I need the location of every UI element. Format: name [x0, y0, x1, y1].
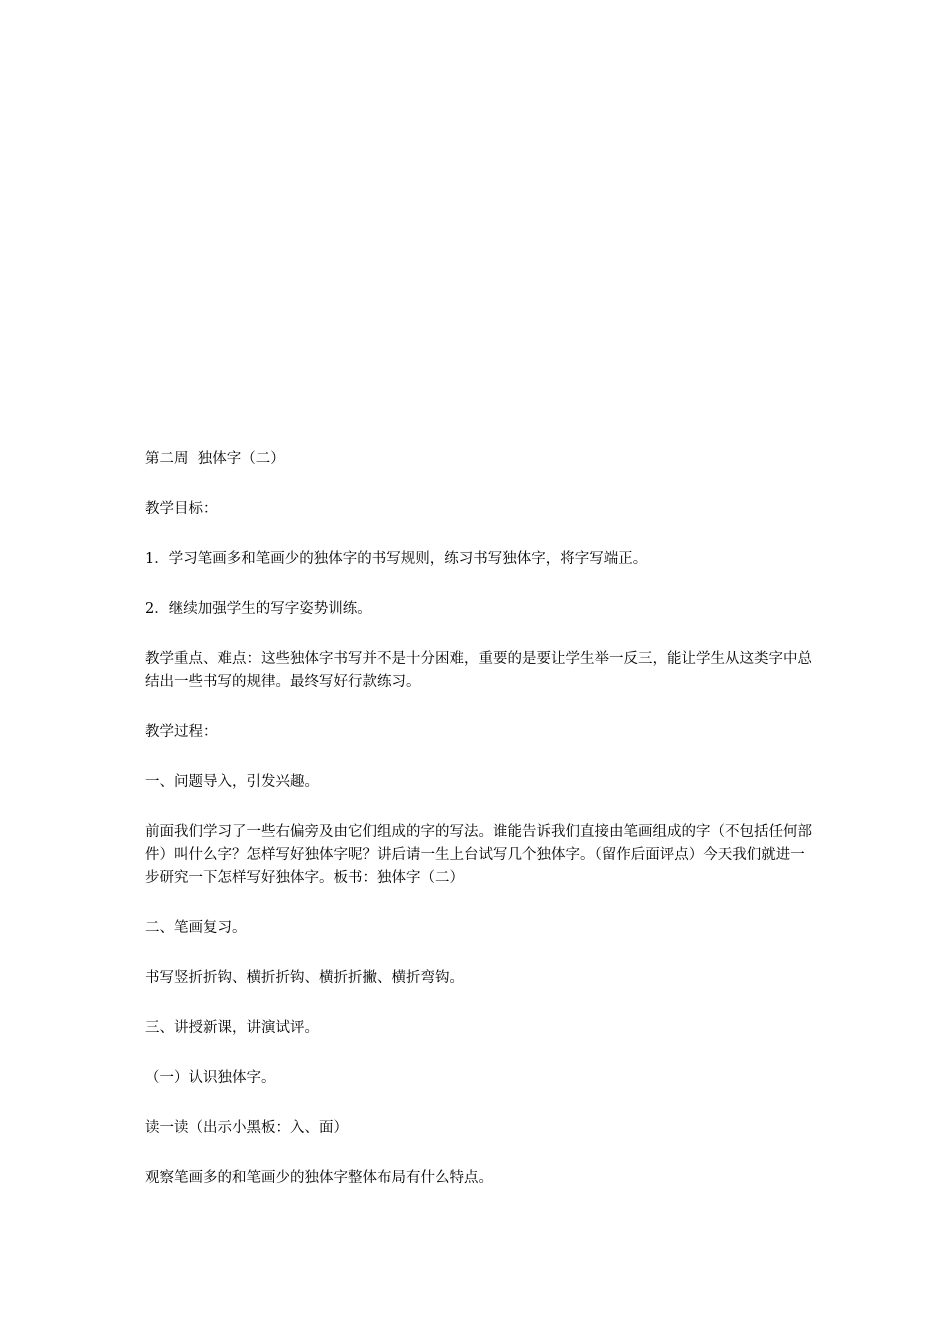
section-2-body: 书写竖折折钩、横折折钩、横折折撇、横折弯钩。 [145, 970, 464, 986]
subsection-1-observe: 观察笔画多的和笔画少的独体字整体布局有什么特点。 [145, 1170, 493, 1186]
lesson-title: 第二周 独体字（二） [145, 451, 285, 467]
section-1-body: 前面我们学习了一些右偏旁及由它们组成的字的写法。谁能告诉我们直接由笔画组成的字（不包括任何部件）叫什么字？怎样写好独体字呢？讲后请一生上台试写几个独体字。（留作后面评点）今天我们就进一步研究一下怎样写好独体字。板书：独体字（二） [145, 824, 812, 886]
section-1-heading: 一、问题导入，引发兴趣。 [145, 774, 319, 790]
objective-item-2: 2．继续加强学生的写字姿势训练。 [145, 601, 372, 617]
key-points-paragraph: 教学重点、难点：这些独体字书写并不是十分困难，重要的是要让学生举一反三，能让学生从这类字中总结出一些书写的规律。最终写好行款练习。 [145, 651, 812, 690]
subsection-1-heading: （一）认识独体字。 [145, 1070, 276, 1086]
objective-item-1: 1．学习笔画多和笔画少的独体字的书写规则，练习书写独体字，将字写端正。 [145, 551, 648, 567]
subsection-1-read: 读一读（出示小黑板：入、面） [145, 1120, 348, 1136]
section-2-heading: 二、笔画复习。 [145, 920, 247, 936]
section-3-heading: 三、讲授新课，讲演试评。 [145, 1020, 319, 1036]
process-heading: 教学过程： [145, 724, 218, 740]
document-body [145, 448, 813, 1217]
objectives-heading: 教学目标： [145, 501, 218, 517]
